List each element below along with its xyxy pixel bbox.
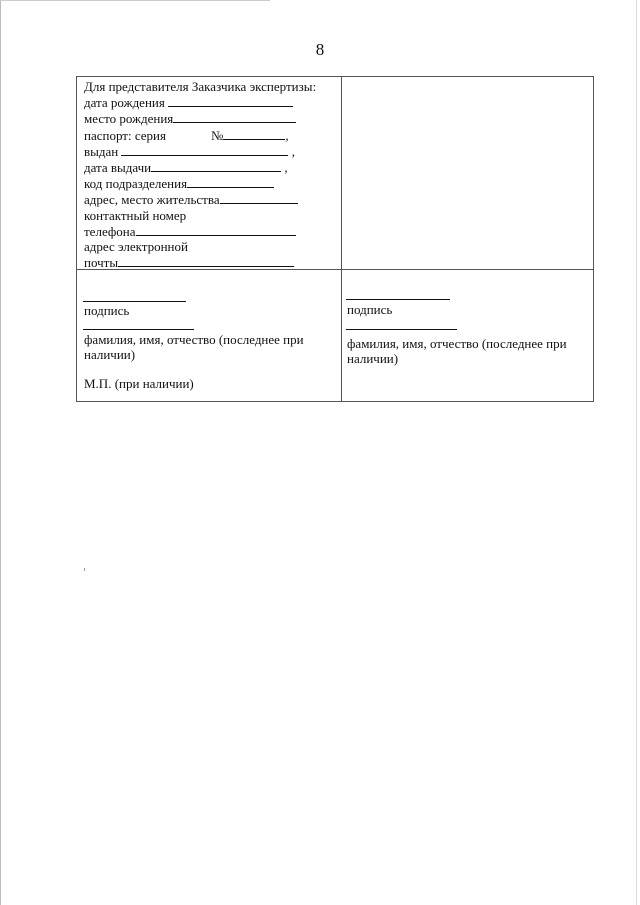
left-name-label: фамилия, имя, отчество (последнее при наличии) xyxy=(84,332,304,362)
phone-label: контактный номер xyxy=(84,207,187,223)
email-row: почты xyxy=(84,254,316,270)
scan-edge-left xyxy=(0,0,1,905)
left-name-line[interactable] xyxy=(83,329,194,330)
division-code-field[interactable] xyxy=(187,175,274,188)
signature-form-table xyxy=(76,76,594,402)
representative-details xyxy=(84,79,316,270)
issued-by-field[interactable] xyxy=(121,143,288,156)
stamp-label: М.П. (при наличии) xyxy=(84,376,194,391)
email-label: адрес электронной xyxy=(84,239,188,255)
passport-number-field[interactable] xyxy=(223,127,285,140)
page-number: 8 xyxy=(315,40,325,59)
issued-by-row: выдан , xyxy=(84,143,295,159)
passport-row: паспорт: серия № , xyxy=(84,127,289,143)
birth-date-field[interactable] xyxy=(168,94,293,107)
birth-place-row: место рождения xyxy=(84,110,316,126)
scan-edge-top xyxy=(0,0,270,1)
table-column-divider xyxy=(341,77,342,401)
right-name-label: фамилия, имя, отчество (последнее при наличии) xyxy=(347,336,567,366)
address-row: адрес, место жительства xyxy=(84,191,316,207)
address-field[interactable] xyxy=(220,191,298,204)
right-name-line[interactable] xyxy=(346,329,457,330)
issue-date-row: дата выдачи , xyxy=(84,160,288,176)
phone-field[interactable] xyxy=(136,223,296,236)
birth-date-row: дата рождения xyxy=(84,94,316,110)
division-code-row: код подразделения xyxy=(84,175,316,191)
scan-speck xyxy=(84,568,85,571)
scan-edge-right xyxy=(636,0,637,905)
left-signature-line[interactable] xyxy=(83,301,186,302)
birth-place-field[interactable] xyxy=(173,110,296,123)
left-signature-label: подпись xyxy=(84,303,130,318)
right-signature-line[interactable] xyxy=(346,299,450,300)
representative-heading: Для представителя Заказчика экспертизы: xyxy=(84,79,317,94)
phone-row: телефона xyxy=(84,223,316,239)
issue-date-field[interactable] xyxy=(151,159,281,172)
email-field[interactable] xyxy=(118,254,294,267)
right-signature-label: подпись xyxy=(347,302,393,317)
